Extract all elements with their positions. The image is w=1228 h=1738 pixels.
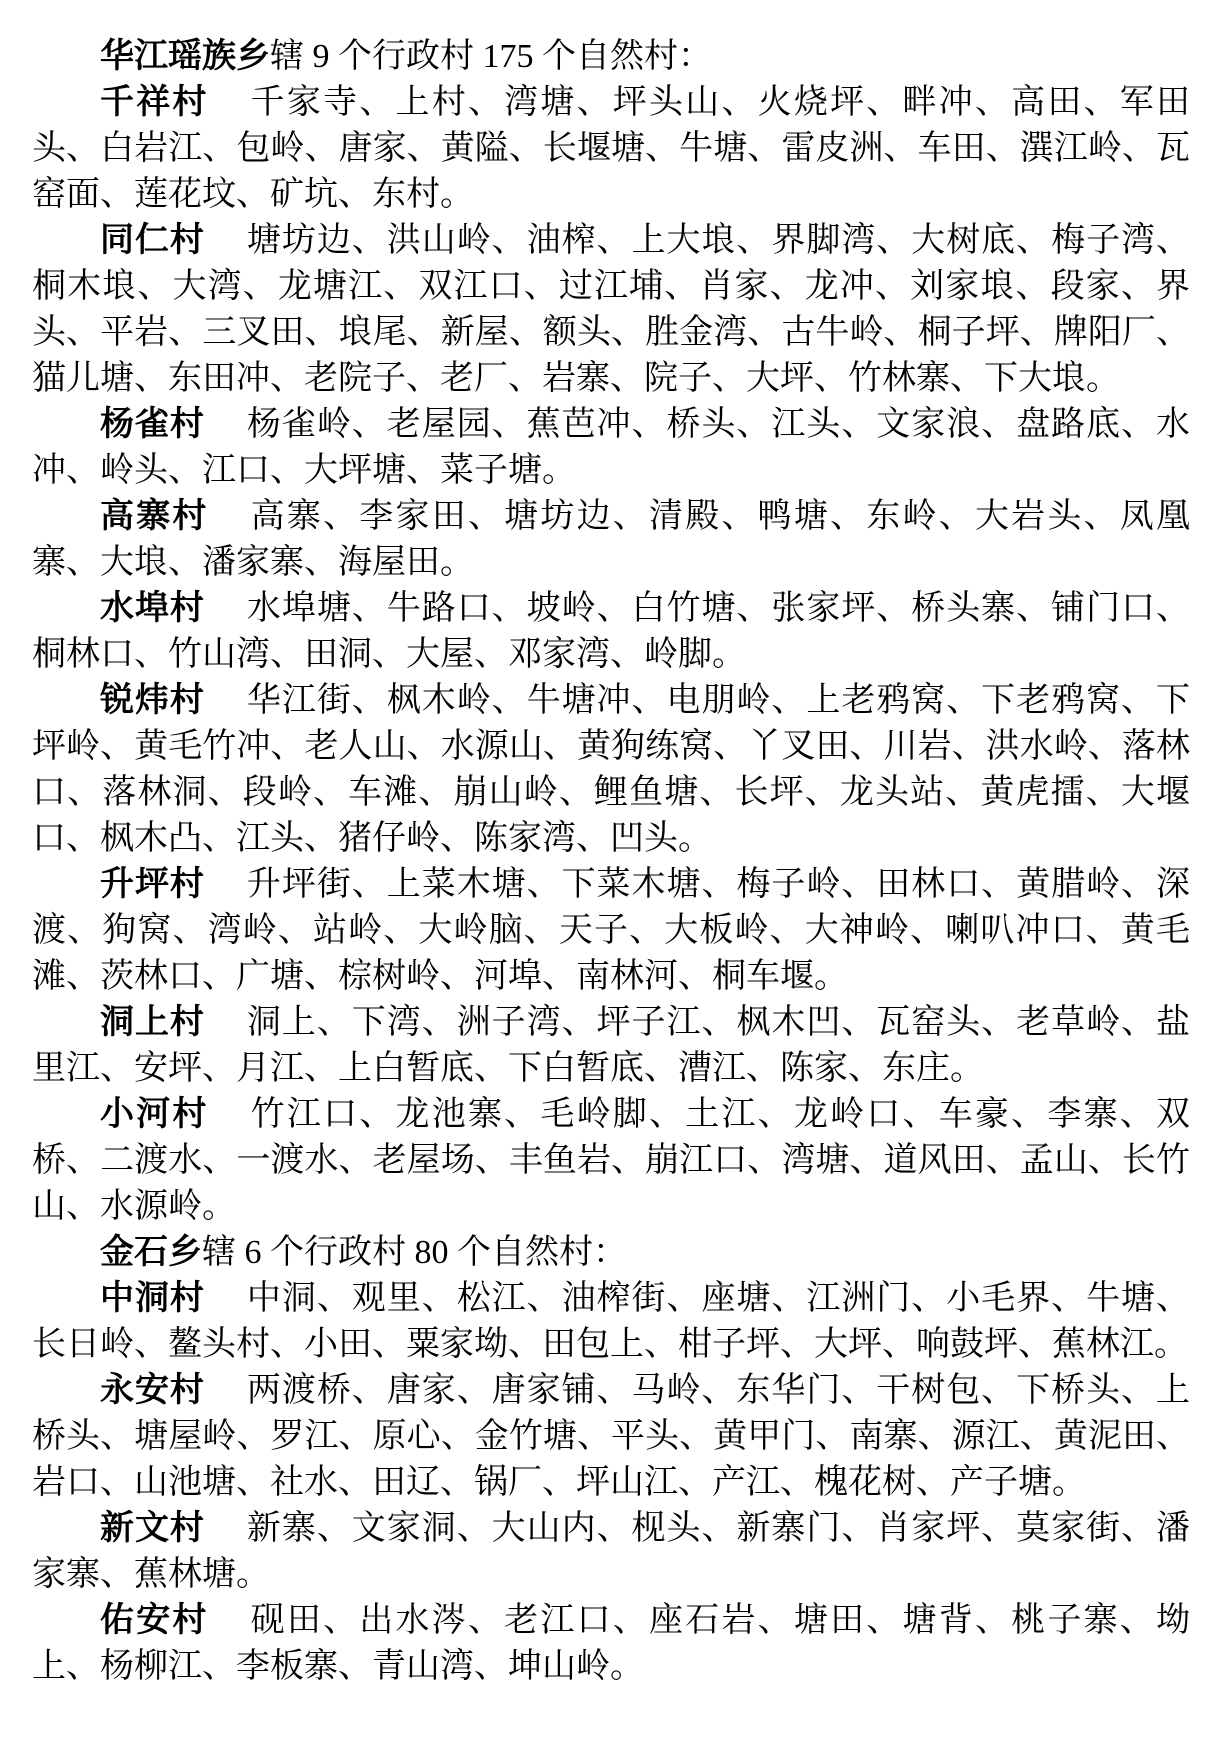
township-name: 金石乡 xyxy=(100,1234,202,1271)
hamlet-list: 洞上、下湾、洲子湾、坪子江、枫木凹、瓦窑头、老草岭、盐里江、安坪、月江、上白暂底、下白暂底、漕江、陈家、东庄。 xyxy=(32,1004,1191,1087)
village-paragraph xyxy=(32,218,1190,402)
village-paragraph xyxy=(32,1092,1190,1230)
hamlet-list: 新寨、文家洞、大山内、枧头、新寨门、肖家坪、莫家街、潘家寨、蕉林塘。 xyxy=(32,1510,1191,1593)
village-name: 佑安村 xyxy=(100,1602,209,1639)
township-heading xyxy=(32,34,1190,80)
village-name: 中洞村 xyxy=(100,1280,205,1317)
village-paragraph xyxy=(32,586,1190,678)
township-heading xyxy=(32,1230,1190,1276)
village-name: 锐炜村 xyxy=(100,682,205,719)
village-name: 杨雀村 xyxy=(100,406,205,443)
village-paragraph xyxy=(32,1000,1190,1092)
village-paragraph xyxy=(32,1276,1190,1368)
hamlet-list: 华江街、枫木岭、牛塘冲、电朋岭、上老鸦窝、下老鸦窝、下坪岭、黄毛竹冲、老人山、水源山、黄狗练窝、丫叉田、川岩、洪水岭、落林口、落林洞、段岭、车滩、崩山岭、鲤鱼塘、长坪、龙头站、黄虎擂、大堰口、枫木凸、江头、猪仔岭、陈家湾、凹头。 xyxy=(32,682,1191,857)
village-name: 高寨村 xyxy=(100,498,209,535)
hamlet-list: 塘坊边、洪山岭、油榨、上大埌、界脚湾、大树底、梅子湾、桐木埌、大湾、龙塘江、双江口、过江埔、肖家、龙冲、刘家埌、段家、界头、平岩、三叉田、埌尾、新屋、额头、胜金湾、古牛岭、桐子坪、牌阳厂、猫儿塘、东田冲、老院子、老厂、岩寨、院子、大坪、竹林寨、下大埌。 xyxy=(32,222,1191,397)
village-name: 水埠村 xyxy=(100,590,205,627)
village-paragraph xyxy=(32,678,1190,862)
hamlet-list: 砚田、出水涔、老江口、座石岩、塘田、塘背、桃子寨、坳上、杨柳江、李板寨、青山湾、坤山岭。 xyxy=(32,1602,1191,1685)
township-name: 华江瑶族乡 xyxy=(100,38,270,75)
village-name: 千祥村 xyxy=(100,84,209,121)
village-name: 升坪村 xyxy=(100,866,205,903)
village-name: 小河村 xyxy=(100,1096,209,1133)
village-name: 永安村 xyxy=(100,1372,205,1409)
village-name: 洞上村 xyxy=(100,1004,205,1041)
hamlet-list: 杨雀岭、老屋园、蕉芭冲、桥头、江头、文家浪、盘路底、水冲、岭头、江口、大坪塘、菜子塘。 xyxy=(32,406,1191,489)
village-paragraph xyxy=(32,80,1190,218)
village-paragraph xyxy=(32,1598,1190,1690)
village-paragraph xyxy=(32,1506,1190,1598)
hamlet-list: 两渡桥、唐家、唐家铺、马岭、东华门、干树包、下桥头、上桥头、塘屋岭、罗江、原心、金竹塘、平头、黄甲门、南寨、源江、黄泥田、岩口、山池塘、社水、田辽、锅厂、坪山江、产江、槐花树、产子塘。 xyxy=(32,1372,1191,1501)
village-paragraph xyxy=(32,402,1190,494)
hamlet-list: 水埠塘、牛路口、坡岭、白竹塘、张家坪、桥头寨、铺门口、桐林口、竹山湾、田洞、大屋、邓家湾、岭脚。 xyxy=(32,590,1191,673)
village-name: 同仁村 xyxy=(100,222,205,259)
village-paragraph xyxy=(32,1368,1190,1506)
hamlet-list: 千家寺、上村、湾塘、坪头山、火烧坪、畔冲、高田、军田头、白岩江、包岭、唐家、黄隘、长堰塘、牛塘、雷皮洲、车田、潠江岭、瓦窑面、莲花坟、矿坑、东村。 xyxy=(32,84,1191,213)
hamlet-list: 竹江口、龙池寨、毛岭脚、土江、龙岭口、车豪、李寨、双桥、二渡水、一渡水、老屋场、丰鱼岩、崩江口、湾塘、道风田、孟山、长竹山、水源岭。 xyxy=(32,1096,1191,1225)
hamlet-list: 高寨、李家田、塘坊边、清殿、鸭塘、东岭、大岩头、凤凰寨、大埌、潘家寨、海屋田。 xyxy=(32,498,1191,581)
document-page xyxy=(32,34,1190,1690)
township-heading-rest: 辖 6 个行政村 80 个自然村： xyxy=(202,1234,627,1271)
hamlet-list: 中洞、观里、松江、油榨街、座塘、江洲门、小毛界、牛塘、长日岭、鳌头村、小田、粟家坳、田包上、柑子坪、大坪、响鼓坪、蕉林江。 xyxy=(32,1280,1191,1363)
village-paragraph xyxy=(32,494,1190,586)
township-heading-rest: 辖 9 个行政村 175 个自然村： xyxy=(270,38,712,75)
hamlet-list: 升坪街、上菜木塘、下菜木塘、梅子岭、田林口、黄腊岭、深渡、狗窝、湾岭、站岭、大岭脑、天子、大板岭、大神岭、喇叭冲口、黄毛滩、茨林口、广塘、棕树岭、河埠、南林河、桐车堰。 xyxy=(32,866,1191,995)
village-name: 新文村 xyxy=(100,1510,205,1547)
village-paragraph xyxy=(32,862,1190,1000)
